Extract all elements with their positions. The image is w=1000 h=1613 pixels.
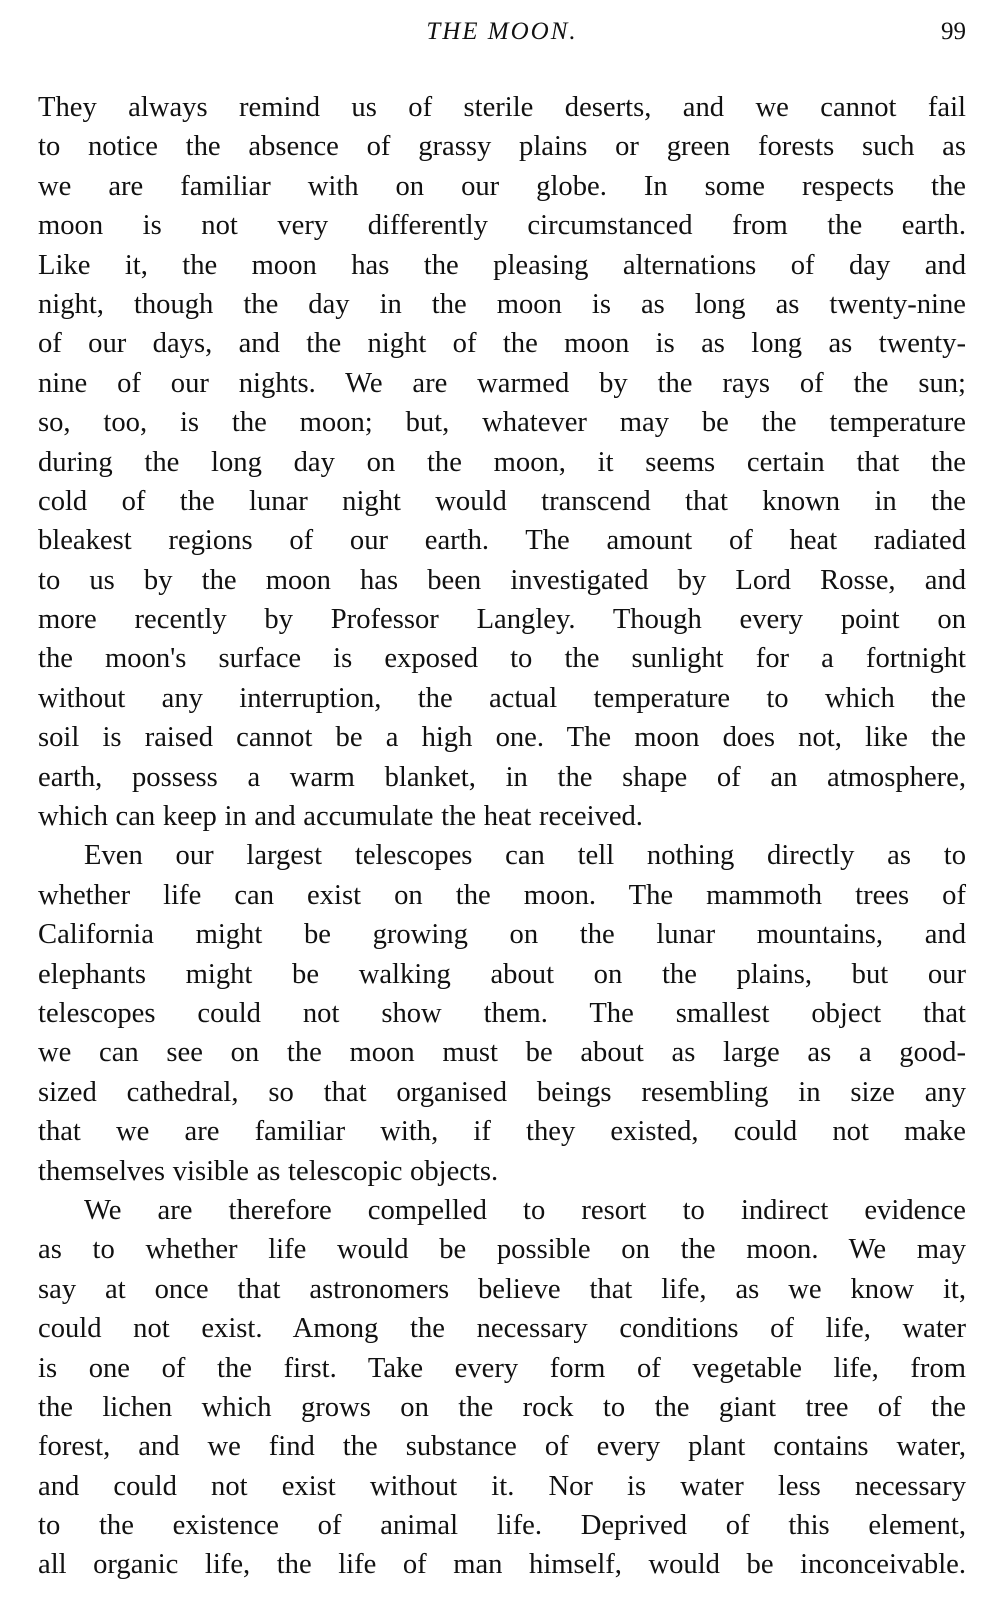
text-line: of our days, and the night of the moon is as long as twenty- — [38, 328, 966, 360]
text-line: soil is raised cannot be a high one. The moon does not, like the — [38, 722, 966, 754]
text-line: we can see on the moon must be about as large as a good- — [38, 1037, 966, 1069]
text-line: more recently by Professor Langley. Though every point on — [38, 604, 966, 636]
paragraph-end-line: which can keep in and accumulate the heat received. — [38, 801, 643, 833]
text-line: the lichen which grows on the rock to the giant tree of the — [38, 1391, 966, 1423]
text-line: to us by the moon has been investigated by Lord Rosse, and — [38, 564, 966, 596]
text-line: moon is not very differently circumstanced from the earth. — [38, 210, 966, 242]
text-line: during the long day on the moon, it seems certain that the — [38, 446, 966, 478]
text-line: bleakest regions of our earth. The amount of heat radiated — [38, 525, 966, 557]
text-line: nine of our nights. We are warmed by the rays of the sun; — [38, 367, 966, 399]
text-line: that we are familiar with, if they existed, could not make — [38, 1116, 966, 1148]
text-line: California might be growing on the lunar mountains, and — [38, 919, 966, 951]
paragraph-end-line: themselves visible as telescopic objects. — [38, 1155, 499, 1187]
text-line: sized cathedral, so that organised beings resembling in size any — [38, 1076, 966, 1108]
running-head-title: THE MOON. — [426, 18, 578, 45]
text-line: so, too, is the moon; but, whatever may be the temperature — [38, 407, 966, 439]
text-line: without any interruption, the actual temperature to which the — [38, 682, 966, 714]
text-line: earth, possess a warm blanket, in the shape of an atmosphere, — [38, 761, 966, 793]
text-line: to notice the absence of grassy plains or green forests such as — [38, 131, 966, 163]
text-line: They always remind us of sterile deserts, and we cannot fail — [38, 92, 966, 123]
text-line: cold of the lunar night would transcend that known in the — [38, 485, 966, 517]
text-line: forest, and we find the substance of every plant contains water, — [38, 1431, 966, 1463]
paragraph-start-line: Even our largest telescopes can tell nothing directly as to — [84, 840, 966, 872]
page-number: 99 — [941, 18, 966, 45]
text-line: Like it, the moon has the pleasing alternations of day and — [38, 249, 966, 281]
text-line: say at once that astronomers believe that life, as we know it, — [38, 1273, 966, 1305]
text-line: the moon's surface is exposed to the sunlight for a fortnight — [38, 643, 966, 675]
body-text — [38, 88, 966, 1585]
running-head — [38, 18, 966, 58]
text-line: as to whether life would be possible on the moon. We may — [38, 1234, 966, 1266]
text-line: is one of the first. Take every form of vegetable life, from — [38, 1352, 966, 1384]
paragraph-start-line: We are therefore compelled to resort to indirect evidence — [84, 1194, 966, 1226]
text-line: we are familiar with on our globe. In some respects the — [38, 170, 966, 202]
text-line: to the existence of animal life. Deprived of this element, — [38, 1510, 966, 1542]
text-line: could not exist. Among the necessary conditions of life, water — [38, 1313, 966, 1345]
text-line: telescopes could not show them. The smallest object that — [38, 997, 966, 1029]
text-line: night, though the day in the moon is as long as twenty-nine — [38, 288, 966, 320]
text-line: whether life can exist on the moon. The mammoth trees of — [38, 879, 966, 911]
text-line: all organic life, the life of man himself, would be inconceivable. — [38, 1549, 966, 1581]
text-line: elephants might be walking about on the plains, but our — [38, 958, 966, 990]
text-line: and could not exist without it. Nor is water less necessary — [38, 1470, 966, 1502]
